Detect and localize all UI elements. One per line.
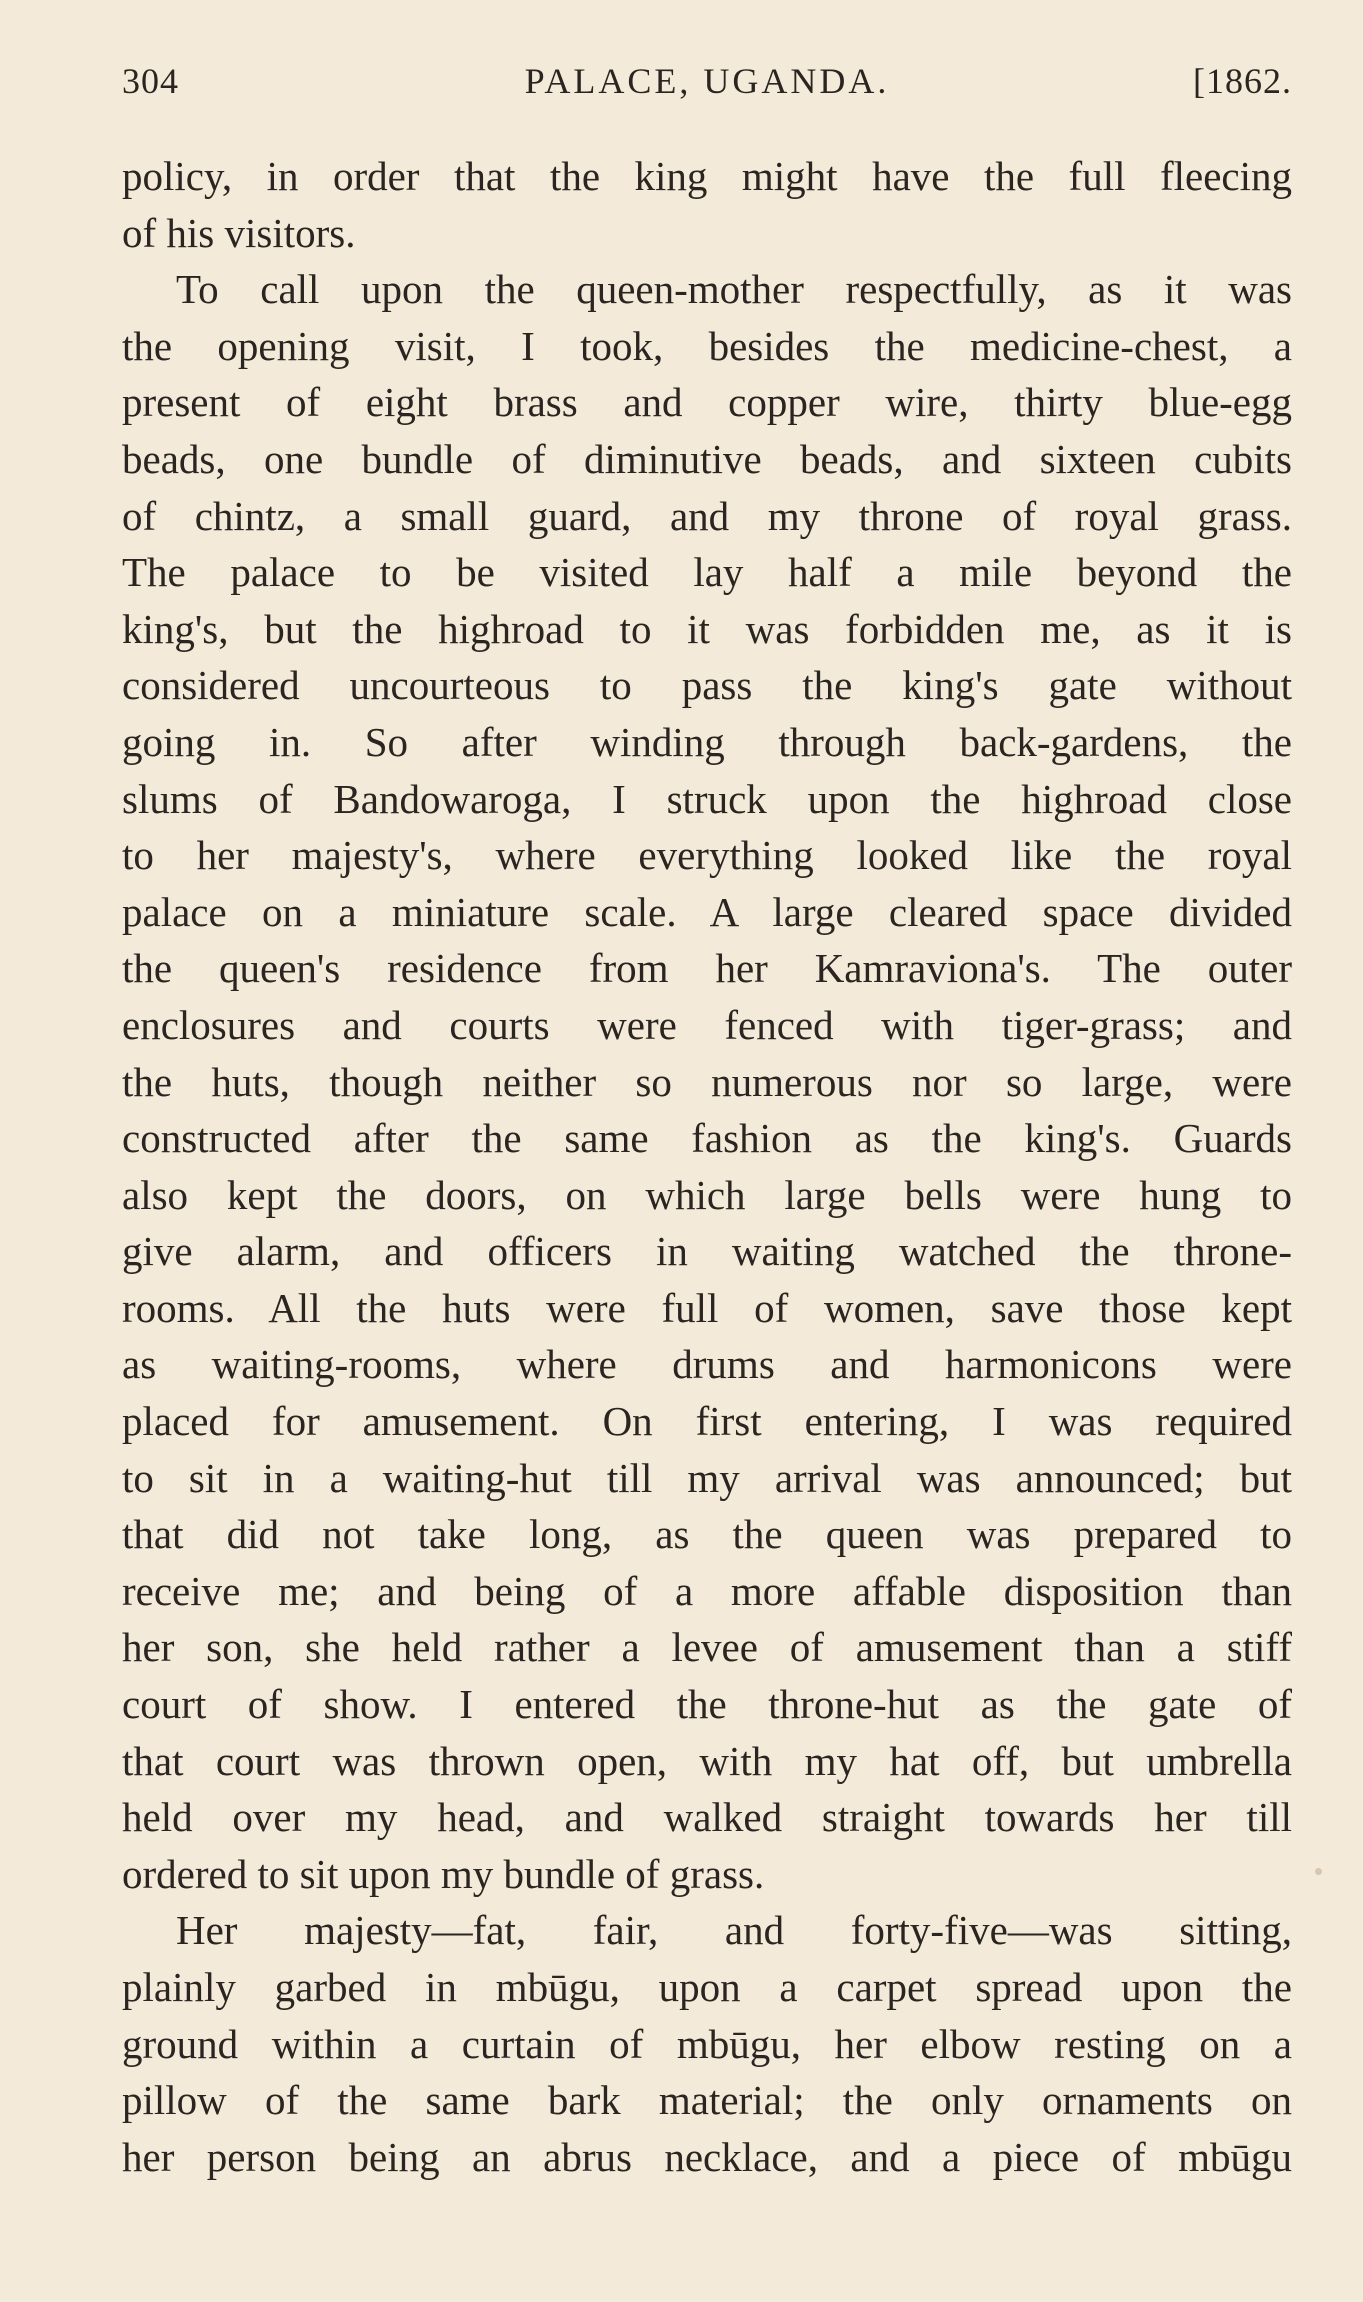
page-number: 304 [122, 61, 179, 101]
year-marker: [1862. [1193, 61, 1292, 101]
paper-speck [1315, 1868, 1322, 1875]
text-line: considered uncourteous to pass the king's gate without [122, 662, 1292, 709]
text-line: her son, she held rather a levee of amusement than a stiff [122, 1624, 1292, 1671]
text-line: that did not take long, as the queen was prepared to [122, 1511, 1292, 1558]
text-line: policy, in order that the king might have the full fleecing [122, 153, 1292, 199]
text-line: palace on a miniature scale. A large cleared space divided [122, 888, 1292, 935]
text-line: enclosures and courts were fenced with tiger-grass; and [122, 1001, 1292, 1048]
text-line: receive me; and being of a more affable disposition than [122, 1567, 1292, 1614]
text-line: that court was thrown open, with my hat off, but umbrella [122, 1737, 1292, 1784]
text-line: constructed after the same fashion as the king's. Guards [122, 1115, 1292, 1162]
text-line: present of eight brass and copper wire, thirty blue-egg [122, 379, 1292, 426]
text-line: court of show. I entered the throne-hut as the gate of [122, 1681, 1292, 1728]
text-line: ground within a curtain of mbūgu, her elbow resting on a [122, 2020, 1292, 2067]
text-line: to sit in a waiting-hut till my arrival was announced; but [122, 1454, 1292, 1501]
text-line: as waiting-rooms, where drums and harmonicons were [122, 1341, 1292, 1388]
text-line: ordered to sit upon my bundle of grass. [122, 1850, 765, 1897]
text-line: slums of Bandowaroga, I struck upon the highroad close [122, 775, 1292, 822]
text-line: Her majesty—fat, fair, and forty-five—was sitting, [176, 1907, 1292, 1954]
chapter-title: PALACE, UGANDA. [524, 61, 890, 101]
text-line: of his visitors. [122, 209, 356, 256]
text-line: placed for amusement. On first entering, I was required [122, 1398, 1292, 1445]
text-line: the queen's residence from her Kamraviona's. The outer [122, 945, 1292, 992]
text-line: pillow of the same bark material; the only ornaments on [122, 2077, 1292, 2124]
text-line: rooms. All the huts were full of women, save those kept [122, 1284, 1292, 1331]
text-line: her person being an abrus necklace, and a piece of mbūgu [122, 2133, 1292, 2180]
text-line: plainly garbed in mbūgu, upon a carpet spread upon the [122, 1964, 1292, 2010]
text-line: held over my head, and walked straight towards her till [122, 1794, 1292, 1841]
text-line: The palace to be visited lay half a mile beyond the [122, 549, 1292, 596]
text-line: going in. So after winding through back-gardens, the [122, 718, 1292, 765]
running-head [122, 60, 1292, 114]
text-line: of chintz, a small guard, and my throne of royal grass. [122, 492, 1292, 539]
text-line: To call upon the queen-mother respectfully, as it was [176, 266, 1292, 313]
text-line: the opening visit, I took, besides the medicine-chest, a [122, 322, 1292, 369]
text-line: to her majesty's, where everything looked like the royal [122, 832, 1292, 879]
text-line: give alarm, and officers in waiting watched the throne- [122, 1228, 1292, 1275]
text-line: also kept the doors, on which large bells were hung to [122, 1171, 1292, 1218]
text-line: king's, but the highroad to it was forbidden me, as it is [122, 605, 1292, 652]
text-line: beads, one bundle of diminutive beads, and sixteen cubits [122, 435, 1292, 482]
body-text [122, 148, 1292, 2185]
text-line: the huts, though neither so numerous nor so large, were [122, 1058, 1292, 1105]
